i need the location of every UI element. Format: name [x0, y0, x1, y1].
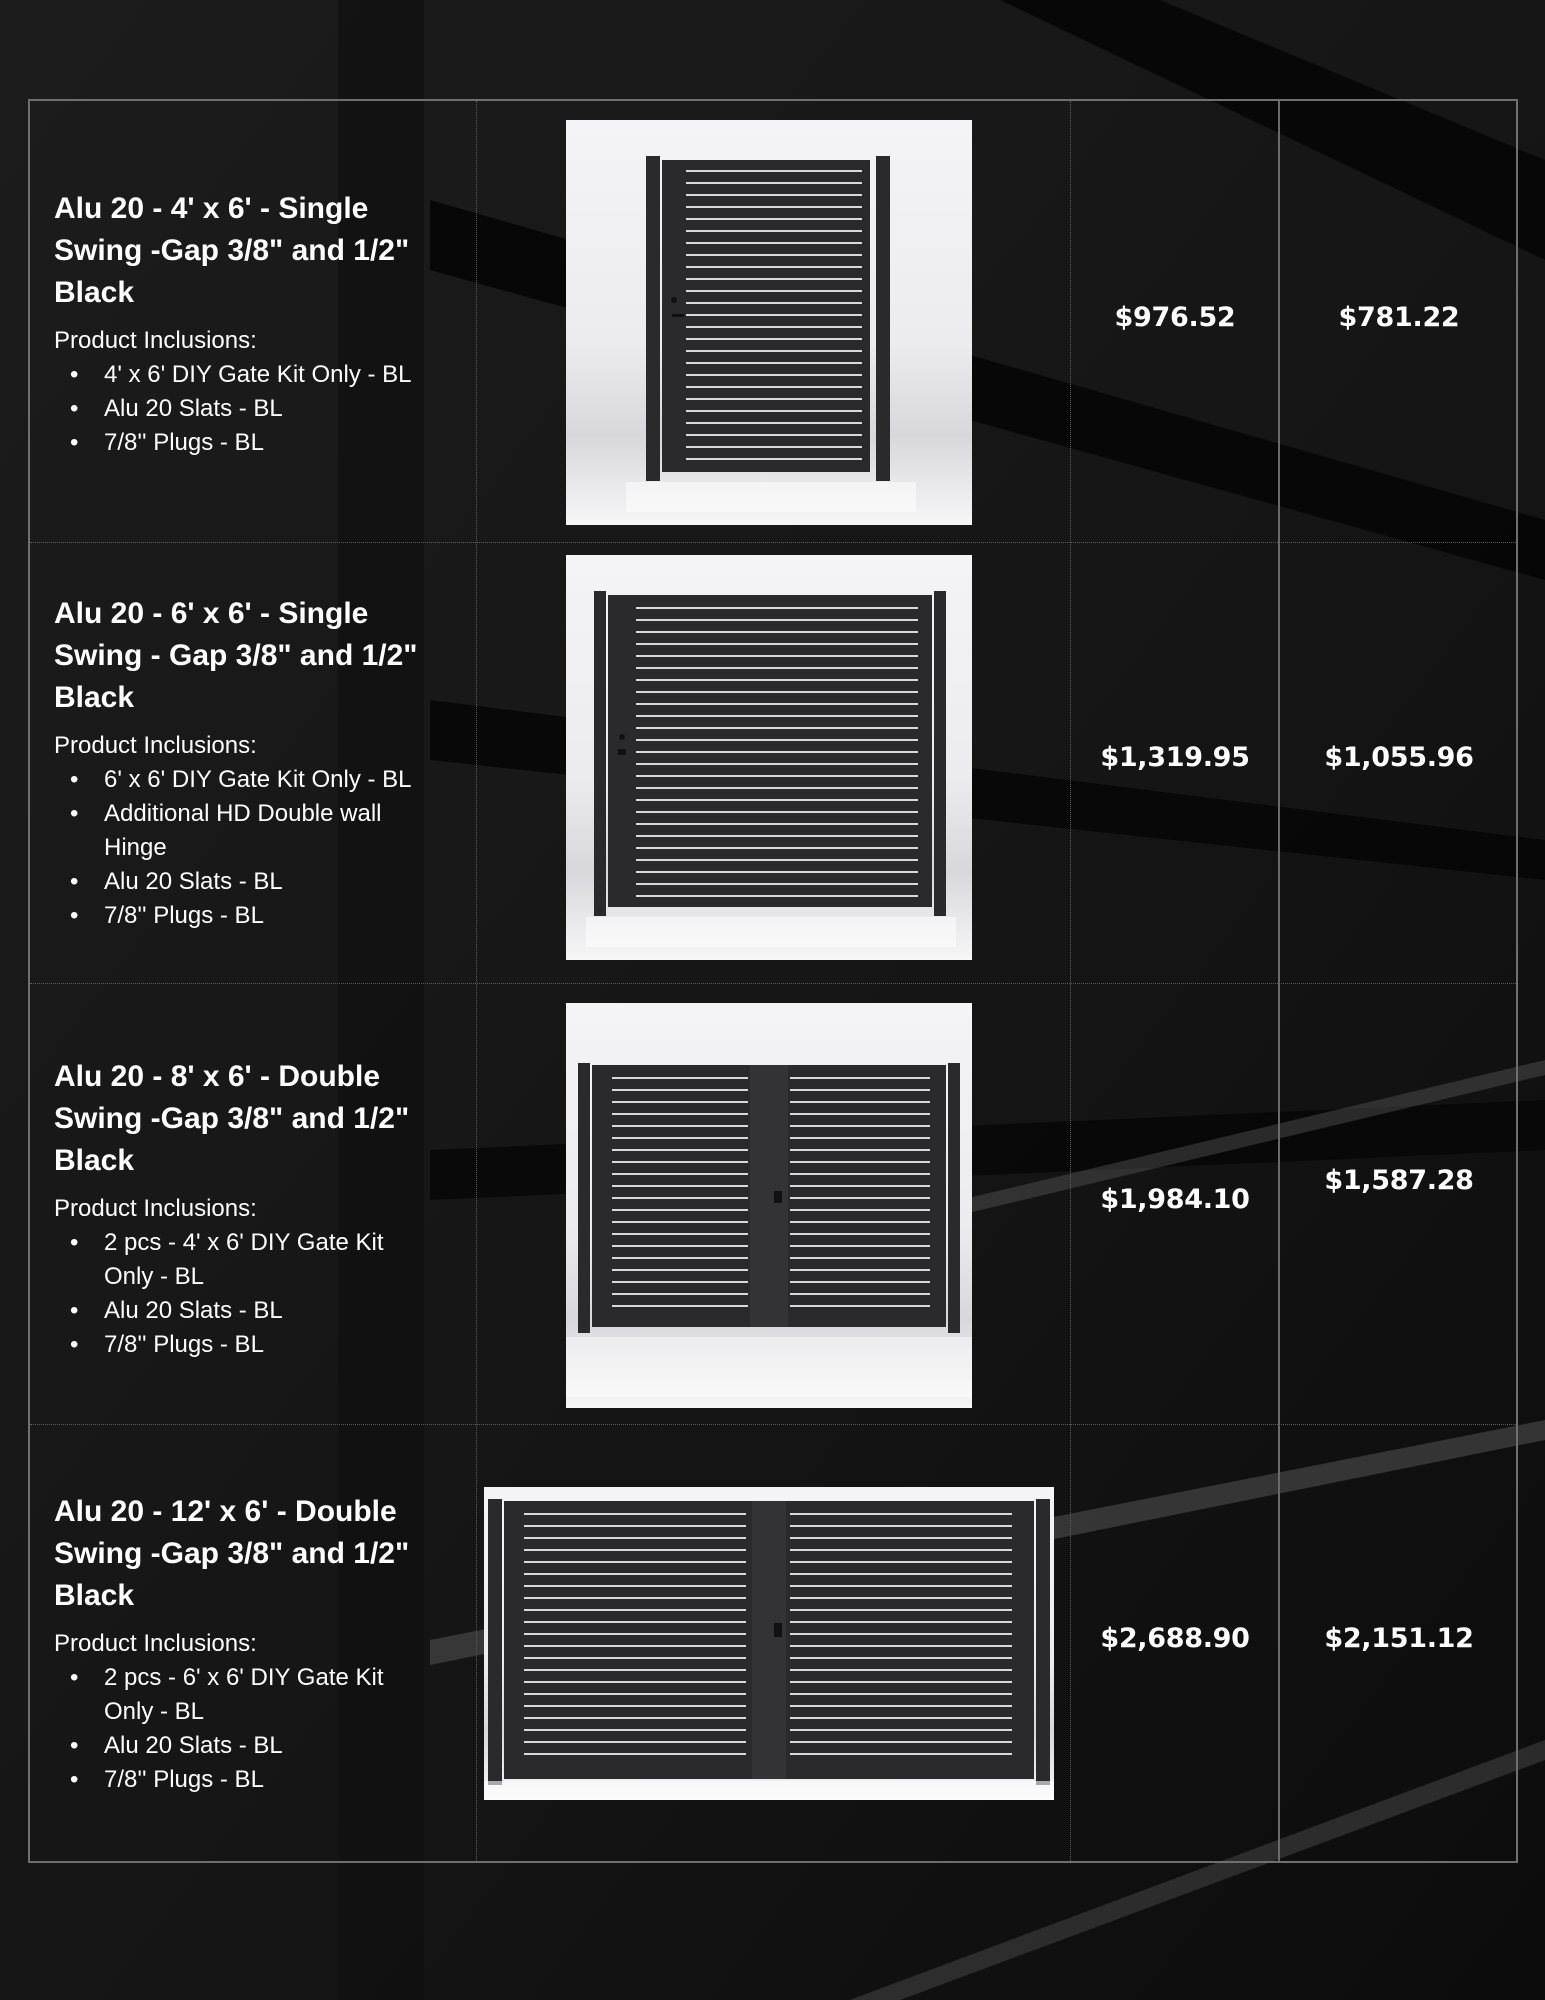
- inclusions-list: [54, 358, 454, 460]
- price-regular: $1,319.95: [1100, 742, 1250, 773]
- price-regular: $1,984.10: [1100, 1184, 1250, 1215]
- inclusions-list: [54, 763, 454, 933]
- double-swing-gate-image: [566, 1003, 972, 1408]
- product-description: [54, 1491, 454, 1797]
- inclusions-label: Product Inclusions:: [54, 1630, 257, 1657]
- list-item: • Alu 20 Slats - BL: [98, 865, 454, 899]
- table-row: [30, 1424, 1516, 1865]
- list-item: • Additional HD Double wall Hinge: [98, 797, 418, 865]
- list-item: • 7/8'' Plugs - BL: [98, 1763, 454, 1797]
- product-title: Alu 20 - 8' x 6' - Double Swing -Gap 3/8" and 1/2" Black: [54, 1060, 410, 1177]
- price-sale: $2,151.12: [1324, 1623, 1474, 1654]
- inclusions-list: [54, 1661, 454, 1797]
- price-sale: $1,055.96: [1324, 742, 1474, 773]
- list-item: • Alu 20 Slats - BL: [98, 1294, 454, 1328]
- single-swing-gate-image: [566, 555, 972, 960]
- single-swing-gate-image: [566, 120, 972, 525]
- price-regular: $2,688.90: [1100, 1623, 1250, 1654]
- product-title: Alu 20 - 4' x 6' - Single Swing -Gap 3/8" and 1/2" Black: [54, 192, 410, 309]
- price-table: [28, 99, 1518, 1863]
- list-item: • 2 pcs - 4' x 6' DIY Gate Kit Only - BL: [98, 1226, 418, 1294]
- list-item: • 7/8'' Plugs - BL: [98, 426, 454, 460]
- price-sale: $781.22: [1338, 302, 1460, 333]
- inclusions-label: Product Inclusions:: [54, 327, 257, 354]
- price-regular: $976.52: [1114, 302, 1236, 333]
- table-row: [30, 542, 1516, 983]
- table-row: [30, 101, 1516, 542]
- list-item: • Alu 20 Slats - BL: [98, 392, 454, 426]
- price-sale: $1,587.28: [1324, 1165, 1474, 1196]
- list-item: • 6' x 6' DIY Gate Kit Only - BL: [98, 763, 454, 797]
- inclusions-label: Product Inclusions:: [54, 1195, 257, 1222]
- product-description: [54, 1056, 454, 1362]
- list-item: • 2 pcs - 6' x 6' DIY Gate Kit Only - BL: [98, 1661, 418, 1729]
- product-description: [54, 593, 454, 933]
- product-title: Alu 20 - 12' x 6' - Double Swing -Gap 3/8" and 1/2" Black: [54, 1495, 410, 1612]
- list-item: • 4' x 6' DIY Gate Kit Only - BL: [98, 358, 454, 392]
- list-item: • 7/8'' Plugs - BL: [98, 1328, 454, 1362]
- inclusions-label: Product Inclusions:: [54, 732, 257, 759]
- product-title: Alu 20 - 6' x 6' - Single Swing - Gap 3/8" and 1/2" Black: [54, 597, 418, 714]
- inclusions-list: [54, 1226, 454, 1362]
- list-item: • 7/8'' Plugs - BL: [98, 899, 454, 933]
- table-row: [30, 983, 1516, 1424]
- product-description: [54, 188, 454, 460]
- double-swing-gate-image: [484, 1487, 1054, 1800]
- list-item: • Alu 20 Slats - BL: [98, 1729, 454, 1763]
